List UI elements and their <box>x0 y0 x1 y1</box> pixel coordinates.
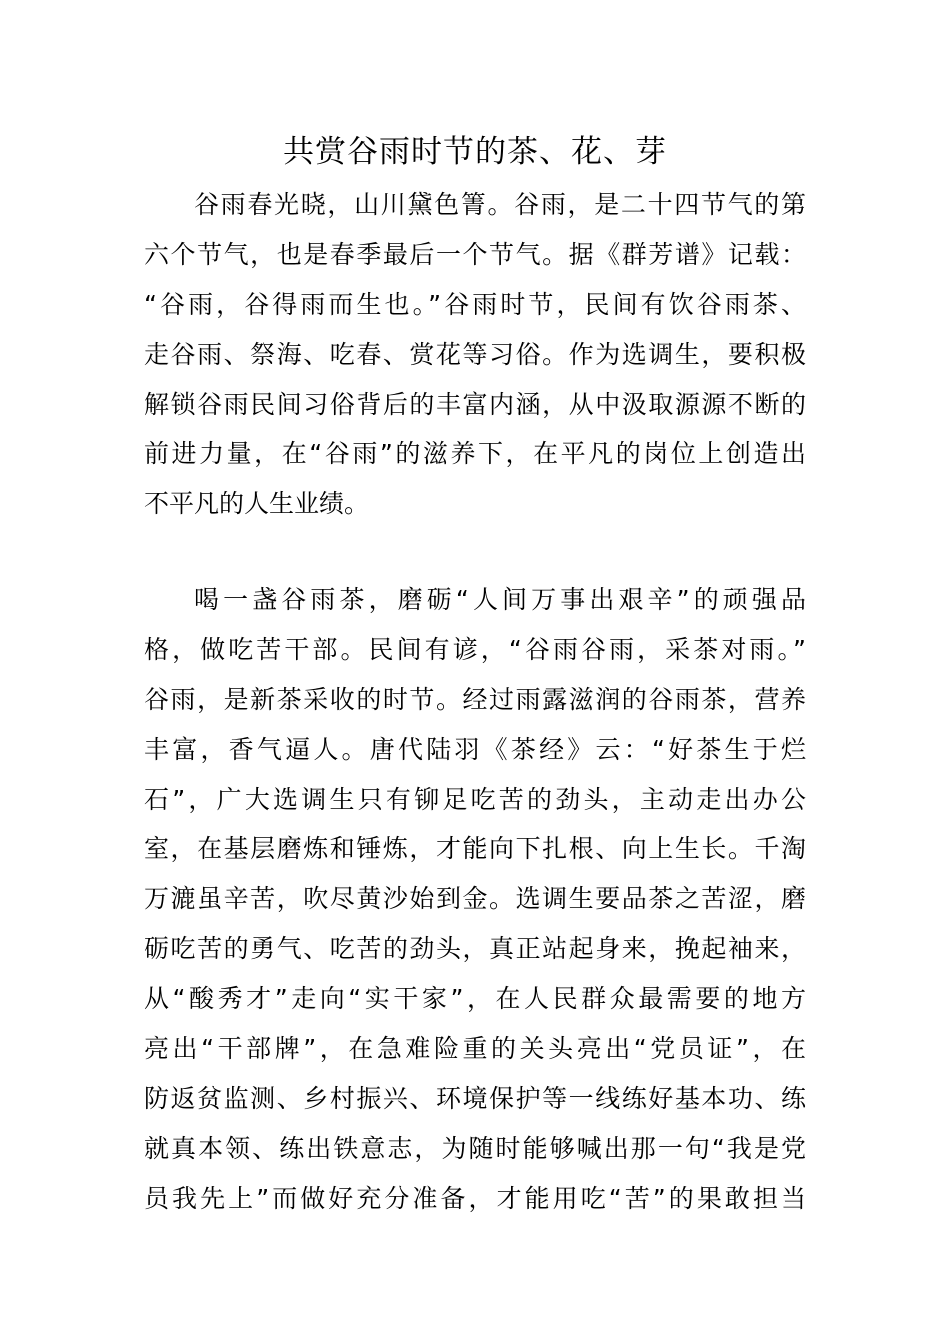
paragraph-line: 前进力量，在“谷雨”的滋养下，在平凡的岗位上创造出 <box>144 439 806 469</box>
paragraph-line: 就真本领、练出铁意志，为随时能够喊出那一句“我是党 <box>144 1133 806 1163</box>
paragraph-line: 不平凡的人生业绩。 <box>144 489 370 519</box>
paragraph-line: 石”，广大选调生只有铆足吃苦的劲头，主动走出办公 <box>144 784 806 814</box>
paragraph-line: 喝一盏谷雨茶，磨砺“人间万事出艰辛”的顽强品 <box>194 585 806 614</box>
paragraph-line: 谷雨，是新茶采收的时节。经过雨露滋润的谷雨茶，营养 <box>144 684 806 714</box>
paragraph-line: 六个节气，也是春季最后一个节气。据《群芳谱》记载： <box>144 239 806 269</box>
paragraph-line: 亮出“干部牌”，在急难险重的关头亮出“党员证”，在 <box>144 1034 806 1064</box>
paragraph-line: 员我先上”而做好充分准备，才能用吃“苦”的果敢担当 <box>144 1183 806 1213</box>
paragraph-line: 从“酸秀才”走向“实干家”，在人民群众最需要的地方 <box>144 984 806 1014</box>
paragraph-line: 解锁谷雨民间习俗背后的丰富内涵，从中汲取源源不断的 <box>144 389 806 419</box>
paragraph-line: 谷雨春光晓，山川黛色箐。谷雨，是二十四节气的第 <box>194 190 806 219</box>
paragraph-line: 室，在基层磨炼和锤炼，才能向下扎根、向上生长。千淘 <box>144 834 806 864</box>
paragraph-line: 走谷雨、祭海、吃春、赏花等习俗。作为选调生，要积极 <box>144 339 806 369</box>
paragraph-line: 砺吃苦的勇气、吃苦的劲头，真正站起身来，挽起袖来， <box>144 934 806 964</box>
paragraph-line: 格，做吃苦干部。民间有谚，“谷雨谷雨，采茶对雨。” <box>144 634 806 664</box>
paragraph-line: “谷雨，谷得雨而生也。”谷雨时节，民间有饮谷雨茶、 <box>144 289 806 319</box>
paragraph-line: 防返贫监测、乡村振兴、环境保护等一线练好基本功、练 <box>144 1083 806 1113</box>
document-title: 共赏谷雨时节的茶、花、芽 <box>283 134 667 170</box>
paragraph-line: 丰富，香气逼人。唐代陆羽《茶经》云：“好茶生于烂 <box>144 734 806 764</box>
paragraph-2 <box>144 575 806 1224</box>
paragraph-1 <box>144 180 806 529</box>
paragraph-line: 万漉虽辛苦，吹尽黄沙始到金。选调生要品茶之苦涩，磨 <box>144 884 806 914</box>
